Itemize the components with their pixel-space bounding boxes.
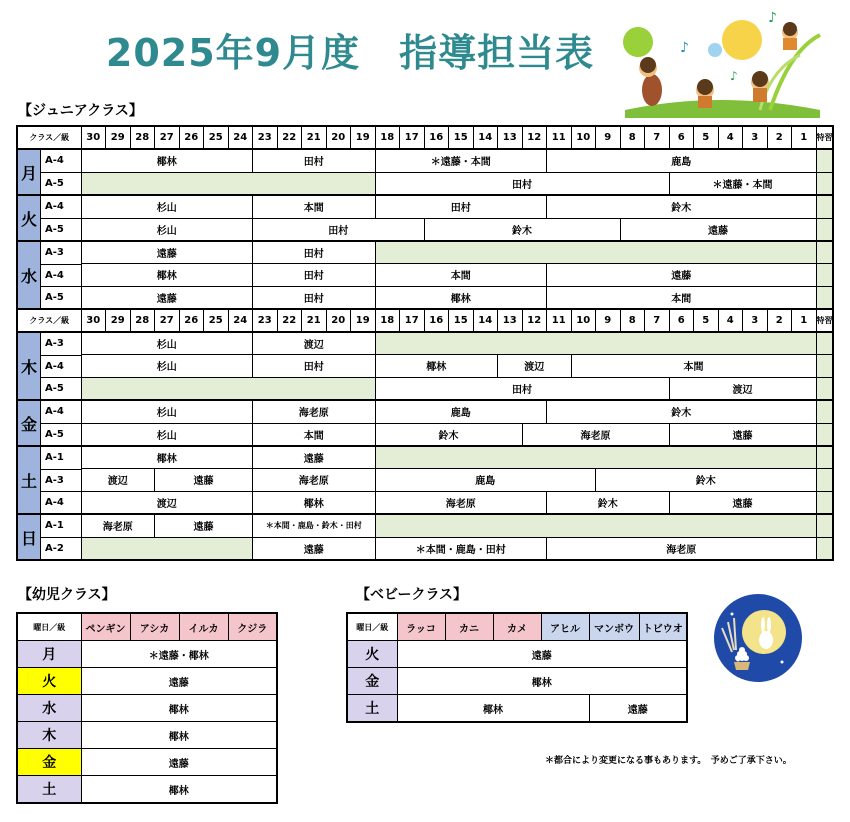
empty-cell xyxy=(816,332,833,355)
schedule-cell: 本間 xyxy=(253,423,376,446)
col-dolphin: イルカ xyxy=(179,613,228,641)
empty-cell xyxy=(816,218,833,241)
schedule-cell: 海老原 xyxy=(375,491,547,514)
table-row xyxy=(17,722,277,749)
col-special: 特習 xyxy=(816,126,833,149)
col-23: 23 xyxy=(253,126,278,149)
empty-cell xyxy=(81,377,375,400)
grade-label: A-5 xyxy=(45,224,64,235)
col-16: 16 xyxy=(424,126,449,149)
empty-cell xyxy=(816,195,833,218)
col-11: 11 xyxy=(547,126,572,149)
schedule-cell: 渡辺 xyxy=(253,332,376,355)
col-18: 18 xyxy=(375,309,400,332)
schedule-cell: 杉山 xyxy=(81,423,253,446)
table-row xyxy=(17,446,833,469)
col-3: 3 xyxy=(743,309,768,332)
table-row xyxy=(17,400,833,423)
day-cell xyxy=(17,332,81,400)
col-special: 特習 xyxy=(816,309,833,332)
svg-text:♪: ♪ xyxy=(680,40,689,56)
grade-label: A-3 xyxy=(41,470,81,492)
schedule-cell: 渡辺 xyxy=(81,469,155,491)
schedule-cell: 遠藤 xyxy=(81,241,253,264)
table-row xyxy=(17,286,833,309)
schedule-cell: 渡辺 xyxy=(81,491,253,514)
table-row xyxy=(17,332,833,355)
grade-label: A-2 xyxy=(45,543,64,554)
table-row xyxy=(17,423,833,446)
table-row xyxy=(17,377,833,400)
schedule-cell: 遠藤 xyxy=(669,423,816,446)
col-whale: クジラ xyxy=(228,613,277,641)
table-row xyxy=(17,218,833,241)
col-2: 2 xyxy=(767,126,792,149)
table-row xyxy=(347,668,687,695)
schedule-cell: 海老原 xyxy=(253,469,376,491)
schedule-cell: 椰林 xyxy=(81,722,277,749)
schedule-cell: 田村 xyxy=(253,241,376,264)
schedule-cell: ＊本間・鹿島・鈴木・田村 xyxy=(253,514,376,537)
svg-text:♪: ♪ xyxy=(768,10,777,26)
day-fri: 金 xyxy=(18,401,41,445)
day-wed: 水 xyxy=(18,242,41,308)
schedule-cell: 遠藤 xyxy=(81,286,253,309)
empty-cell xyxy=(81,172,375,195)
col-20: 20 xyxy=(326,309,351,332)
table-row xyxy=(17,195,833,218)
col-7: 7 xyxy=(645,309,670,332)
table-row xyxy=(17,469,833,491)
col-15: 15 xyxy=(449,126,474,149)
schedule-cell: 海老原 xyxy=(522,423,669,446)
grade-label: A-4 xyxy=(41,150,81,173)
col-5: 5 xyxy=(694,126,719,149)
day-mon: 月 xyxy=(18,150,41,194)
table-row xyxy=(17,641,277,668)
schedule-cell: 杉山 xyxy=(81,218,253,241)
table-row xyxy=(17,514,833,537)
table-row xyxy=(17,491,833,514)
schedule-cell: ＊遠藤・本間 xyxy=(375,149,547,172)
day-tue: 火 xyxy=(18,196,41,240)
schedule-cell: 海老原 xyxy=(81,514,155,537)
empty-cell xyxy=(816,241,833,264)
day-sat: 土 xyxy=(347,695,397,723)
col-17: 17 xyxy=(400,126,425,149)
empty-cell xyxy=(375,332,816,355)
empty-cell xyxy=(816,537,833,560)
day-wed: 水 xyxy=(17,695,81,722)
col-flyingfish: トビウオ xyxy=(639,613,687,641)
schedule-cell: 鈴木 xyxy=(547,491,670,514)
schedule-cell: 鈴木 xyxy=(547,400,817,423)
col-10: 10 xyxy=(571,126,596,149)
col-3: 3 xyxy=(743,126,768,149)
schedule-cell: 遠藤 xyxy=(155,469,253,491)
schedule-cell: 鹿島 xyxy=(547,149,817,172)
grade-label: A-4 xyxy=(45,497,64,508)
day-thu: 木 xyxy=(17,722,81,749)
schedule-cell: 杉山 xyxy=(81,332,253,355)
col-10: 10 xyxy=(571,309,596,332)
col-24: 24 xyxy=(228,309,253,332)
col-26: 26 xyxy=(179,309,204,332)
schedule-cell: 田村 xyxy=(253,149,376,172)
schedule-cell: 鹿島 xyxy=(375,469,596,491)
schedule-cell: 田村 xyxy=(253,218,425,241)
schedule-cell: 椰林 xyxy=(81,695,277,722)
col-otter: ラッコ xyxy=(397,613,445,641)
schedule-cell: 渡辺 xyxy=(669,377,816,400)
col-25: 25 xyxy=(204,309,229,332)
col-11: 11 xyxy=(547,309,572,332)
grade-label: A-4 xyxy=(41,196,81,219)
crickets-music-illustration xyxy=(620,10,825,118)
col-sealion: アシカ xyxy=(130,613,179,641)
day-mon: 月 xyxy=(17,641,81,668)
table-row xyxy=(17,355,833,377)
header-corner: クラス／級 xyxy=(17,309,81,332)
col-2: 2 xyxy=(767,309,792,332)
schedule-cell: 遠藤 xyxy=(547,264,817,286)
col-30: 30 xyxy=(81,309,106,332)
empty-cell xyxy=(375,514,816,537)
schedule-cell: 鈴木 xyxy=(596,469,817,491)
kinder-section-label: 【幼児クラス】 xyxy=(18,587,116,603)
schedule-cell: 本間 xyxy=(571,355,816,377)
day-cell xyxy=(17,195,81,241)
col-8: 8 xyxy=(620,126,645,149)
col-20: 20 xyxy=(326,126,351,149)
col-29: 29 xyxy=(106,126,131,149)
header-row xyxy=(17,126,833,149)
schedule-cell: ＊遠藤・本間 xyxy=(669,172,816,195)
schedule-cell: 椰林 xyxy=(375,286,547,309)
col-17: 17 xyxy=(400,309,425,332)
col-19: 19 xyxy=(351,309,376,332)
table-row xyxy=(347,695,687,723)
table-row xyxy=(17,241,833,264)
empty-cell xyxy=(375,446,816,469)
empty-cell xyxy=(816,423,833,446)
schedule-cell: 杉山 xyxy=(81,400,253,423)
grade-label: A-4 xyxy=(41,265,81,287)
table-row xyxy=(17,264,833,286)
day-fri: 金 xyxy=(347,668,397,695)
col-27: 27 xyxy=(155,309,180,332)
day-cell xyxy=(17,446,81,514)
schedule-cell: 遠藤 xyxy=(253,537,376,560)
col-7: 7 xyxy=(645,126,670,149)
table-row xyxy=(347,641,687,668)
schedule-cell: 本間 xyxy=(375,264,547,286)
col-5: 5 xyxy=(694,309,719,332)
schedule-cell: 田村 xyxy=(253,286,376,309)
grade-label: A-5 xyxy=(45,292,64,303)
schedule-cell: 遠藤 xyxy=(253,446,376,469)
col-4: 4 xyxy=(718,126,743,149)
col-penguin: ペンギン xyxy=(81,613,130,641)
day-sat: 土 xyxy=(18,447,41,513)
col-30: 30 xyxy=(81,126,106,149)
schedule-cell: 遠藤 xyxy=(81,749,277,776)
day-cell xyxy=(17,149,81,195)
schedule-cell: 遠藤 xyxy=(155,514,253,537)
table-row xyxy=(17,537,833,560)
day-sat: 土 xyxy=(17,776,81,804)
schedule-cell: 鈴木 xyxy=(424,218,620,241)
table-row xyxy=(17,668,277,695)
schedule-cell: 本間 xyxy=(547,286,817,309)
col-23: 23 xyxy=(253,309,278,332)
col-13: 13 xyxy=(498,126,523,149)
moon-rabbit-illustration xyxy=(712,592,804,684)
schedule-cell: 椰林 xyxy=(397,668,687,695)
header-corner: 曜日／級 xyxy=(347,613,397,641)
col-1: 1 xyxy=(792,126,817,149)
schedule-cell: 遠藤 xyxy=(589,695,687,723)
day-thu: 木 xyxy=(18,333,41,399)
empty-cell xyxy=(816,149,833,172)
empty-cell xyxy=(816,514,833,537)
schedule-cell: 椰林 xyxy=(81,264,253,286)
empty-cell xyxy=(816,355,833,377)
table-row xyxy=(17,172,833,195)
col-12: 12 xyxy=(522,309,547,332)
schedule-cell: 海老原 xyxy=(253,400,376,423)
grade-label: A-3 xyxy=(41,333,81,356)
schedule-cell: 本間 xyxy=(253,195,376,218)
col-14: 14 xyxy=(473,126,498,149)
col-21: 21 xyxy=(302,309,327,332)
page-title: 2025年9月度 指導担当表 xyxy=(105,31,595,75)
day-tue: 火 xyxy=(347,641,397,668)
schedule-cell: 椰林 xyxy=(375,355,498,377)
table-row xyxy=(17,776,277,804)
col-28: 28 xyxy=(130,126,155,149)
schedule-cell: 田村 xyxy=(375,195,547,218)
col-28: 28 xyxy=(130,309,155,332)
schedule-cell: 遠藤 xyxy=(397,641,687,668)
schedule-cell: 渡辺 xyxy=(498,355,572,377)
schedule-cell: ＊遠藤・椰林 xyxy=(81,641,277,668)
col-13: 13 xyxy=(498,309,523,332)
col-duck: アヒル xyxy=(541,613,589,641)
baby-section-label: 【ベビークラス】 xyxy=(356,587,468,603)
schedule-cell: 田村 xyxy=(375,377,669,400)
schedule-cell: 椰林 xyxy=(253,491,376,514)
schedule-cell: 鈴木 xyxy=(547,195,817,218)
col-26: 26 xyxy=(179,126,204,149)
schedule-cell: 鈴木 xyxy=(375,423,522,446)
table-row xyxy=(17,149,833,172)
empty-cell xyxy=(816,286,833,309)
col-25: 25 xyxy=(204,126,229,149)
header-corner: 曜日／級 xyxy=(17,613,81,641)
col-21: 21 xyxy=(302,126,327,149)
schedule-cell: 鹿島 xyxy=(375,400,547,423)
kinder-schedule-table xyxy=(16,612,278,804)
col-16: 16 xyxy=(424,309,449,332)
junior-schedule-table xyxy=(16,125,834,561)
day-fri: 金 xyxy=(17,749,81,776)
col-9: 9 xyxy=(596,126,621,149)
schedule-cell: 田村 xyxy=(253,355,376,377)
junior-section-label: 【ジュニアクラス】 xyxy=(18,103,143,119)
col-crab: カニ xyxy=(445,613,493,641)
day-sun: 日 xyxy=(18,515,41,559)
day-cell xyxy=(17,400,81,446)
schedule-cell: 椰林 xyxy=(397,695,589,723)
schedule-cell: ＊本間・鹿島・田村 xyxy=(375,537,547,560)
day-cell xyxy=(17,514,81,560)
col-19: 19 xyxy=(351,126,376,149)
svg-text:♪: ♪ xyxy=(730,69,738,83)
col-27: 27 xyxy=(155,126,180,149)
header-row xyxy=(347,613,687,641)
header-row xyxy=(17,309,833,332)
col-22: 22 xyxy=(277,126,302,149)
col-6: 6 xyxy=(669,309,694,332)
grade-label: A-3 xyxy=(41,242,81,265)
schedule-cell: 椰林 xyxy=(81,149,253,172)
header-corner: クラス／級 xyxy=(17,126,81,149)
col-turtle: カメ xyxy=(493,613,541,641)
schedule-cell: 杉山 xyxy=(81,195,253,218)
empty-cell xyxy=(375,241,816,264)
schedule-cell: 杉山 xyxy=(81,355,253,377)
footnote: ＊都合により変更になる事もあります。 予めご了承下さい。 xyxy=(545,756,792,766)
col-15: 15 xyxy=(449,309,474,332)
schedule-cell: 田村 xyxy=(375,172,669,195)
day-tue: 火 xyxy=(17,668,81,695)
schedule-cell: 椰林 xyxy=(81,446,253,469)
empty-cell xyxy=(816,491,833,514)
col-22: 22 xyxy=(277,309,302,332)
col-6: 6 xyxy=(669,126,694,149)
table-row xyxy=(17,749,277,776)
empty-cell xyxy=(816,446,833,469)
schedule-cell: 海老原 xyxy=(547,537,817,560)
col-sunfish: マンボウ xyxy=(589,613,639,641)
grade-label: A-1 xyxy=(41,515,81,538)
grade-label: A-5 xyxy=(45,383,64,394)
grade-label: A-4 xyxy=(41,356,81,378)
schedule-cell: 田村 xyxy=(253,264,376,286)
empty-cell xyxy=(816,469,833,491)
col-8: 8 xyxy=(620,309,645,332)
grade-label: A-5 xyxy=(45,178,64,189)
grade-label: A-5 xyxy=(45,429,64,440)
empty-cell xyxy=(81,537,253,560)
col-12: 12 xyxy=(522,126,547,149)
empty-cell xyxy=(816,377,833,400)
grade-label: A-4 xyxy=(41,401,81,424)
col-18: 18 xyxy=(375,126,400,149)
col-1: 1 xyxy=(792,309,817,332)
baby-schedule-table xyxy=(346,612,688,723)
col-24: 24 xyxy=(228,126,253,149)
schedule-cell: 遠藤 xyxy=(669,491,816,514)
col-14: 14 xyxy=(473,309,498,332)
empty-cell xyxy=(816,400,833,423)
schedule-cell: 遠藤 xyxy=(81,668,277,695)
empty-cell xyxy=(816,264,833,286)
day-cell xyxy=(17,241,81,309)
grade-label: A-1 xyxy=(41,447,81,470)
schedule-cell: 椰林 xyxy=(81,776,277,804)
table-row xyxy=(17,695,277,722)
col-4: 4 xyxy=(718,309,743,332)
schedule-cell: 遠藤 xyxy=(620,218,816,241)
col-9: 9 xyxy=(596,309,621,332)
header-row xyxy=(17,613,277,641)
empty-cell xyxy=(816,172,833,195)
col-29: 29 xyxy=(106,309,131,332)
